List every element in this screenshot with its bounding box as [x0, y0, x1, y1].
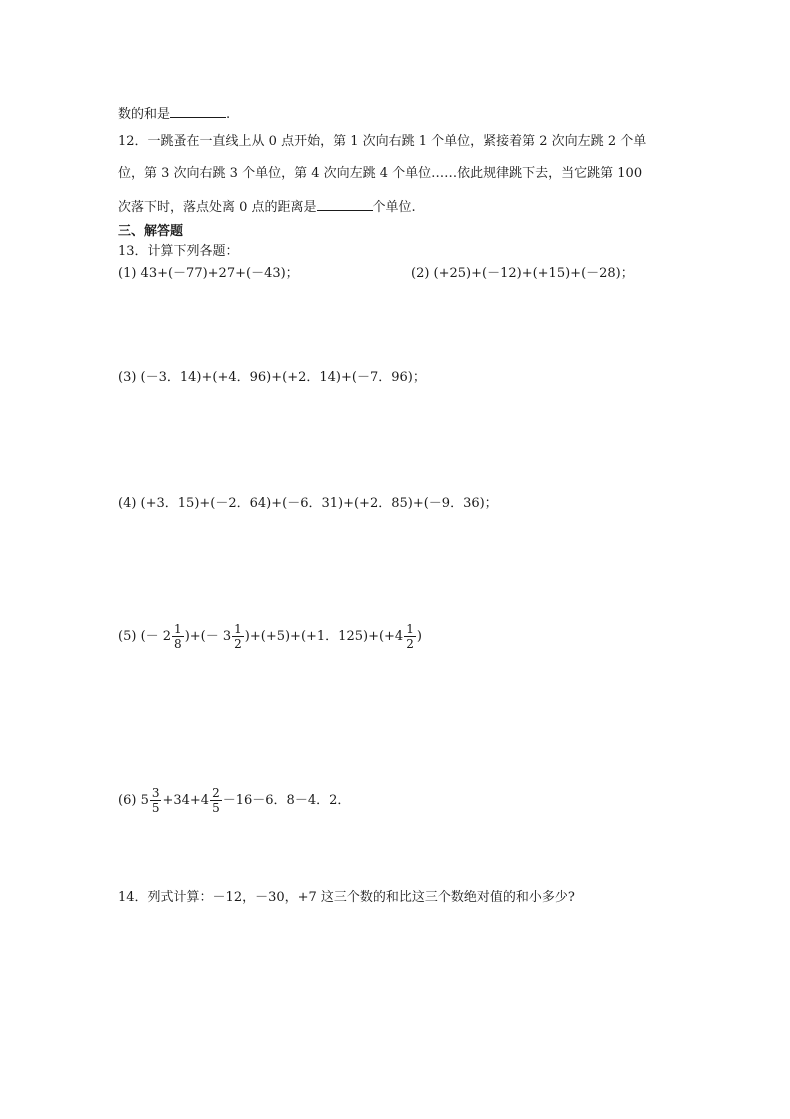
q13-part-4: (4) (+3．15)+(－2．64)+(－6．31)+(+2．85)+(－9．36)；	[118, 496, 498, 511]
fraction-numerator: 1	[234, 622, 242, 636]
fraction-numerator: 2	[212, 786, 220, 800]
q13-part-1: (1) 43+(－77)+27+(－43)；	[118, 266, 299, 281]
fraction-denominator: 2	[234, 637, 242, 651]
q13-part-3: (3) (－3．14)+(+4．96)+(+2．14)+(－7．96)；	[118, 370, 426, 385]
q14-text: 14．列式计算：－12，－30，+7 这三个数的和比这三个数绝对值的和小多少?	[118, 890, 575, 905]
fraction	[172, 622, 184, 651]
section-3-title: 三、解答题	[118, 224, 184, 239]
q13-part-5	[118, 622, 422, 651]
q13-part-5-seg-3: )+(+5)+(+1．125)+(+4	[244, 629, 404, 644]
q13-part-6-label: (6)	[118, 793, 137, 808]
q12-line-3-post: 个单位.	[372, 200, 416, 215]
q12-line-3-pre: 次落下时，落点处离 0 点的距离是	[118, 200, 317, 215]
fraction	[232, 622, 244, 651]
q13-part-5-label: (5)	[118, 629, 137, 644]
fraction-denominator: 5	[212, 801, 220, 815]
q11-tail-text: 数的和是	[118, 107, 171, 122]
q12-line-1: 12．一跳蚤在一直线上从 0 点开始，第 1 次向右跳 1 个单位，紧接着第 2 次向左跳 2 个单	[118, 134, 647, 149]
q12-line-2: 位，第 3 次向右跳 3 个单位，第 4 次向左跳 4 个单位……依此规律跳下去，当它跳第 100	[118, 166, 643, 181]
answer-blank[interactable]	[170, 104, 226, 118]
q13-part-6-seg-1: 5	[140, 793, 149, 808]
q13-part-5-seg-1: (－ 2	[140, 629, 172, 644]
fraction	[210, 786, 222, 815]
q12-line-3	[118, 197, 416, 217]
answer-blank[interactable]	[317, 197, 373, 211]
q11-tail-end: .	[226, 107, 231, 122]
fraction-numerator: 3	[151, 786, 160, 800]
q13-part-6-seg-2: +34+4	[162, 793, 210, 808]
fraction	[150, 786, 162, 815]
q13-part-6	[118, 786, 350, 815]
fraction-denominator: 5	[151, 801, 160, 815]
fraction	[404, 622, 416, 651]
q13-part-2: (2) (+25)+(－12)+(+15)+(－28)；	[411, 266, 634, 281]
q13-part-5-seg-4: )	[416, 629, 422, 644]
q13-part-6-seg-3: －16－6．8－4．2．	[222, 793, 351, 808]
fraction-numerator: 1	[406, 622, 414, 636]
fraction-numerator: 1	[174, 622, 182, 636]
fraction-denominator: 8	[174, 637, 182, 651]
q13-part-5-seg-2: )+(－ 3	[184, 629, 232, 644]
q13-title: 13．计算下列各题：	[118, 244, 239, 259]
fraction-denominator: 2	[406, 637, 414, 651]
q11-tail	[118, 104, 230, 124]
